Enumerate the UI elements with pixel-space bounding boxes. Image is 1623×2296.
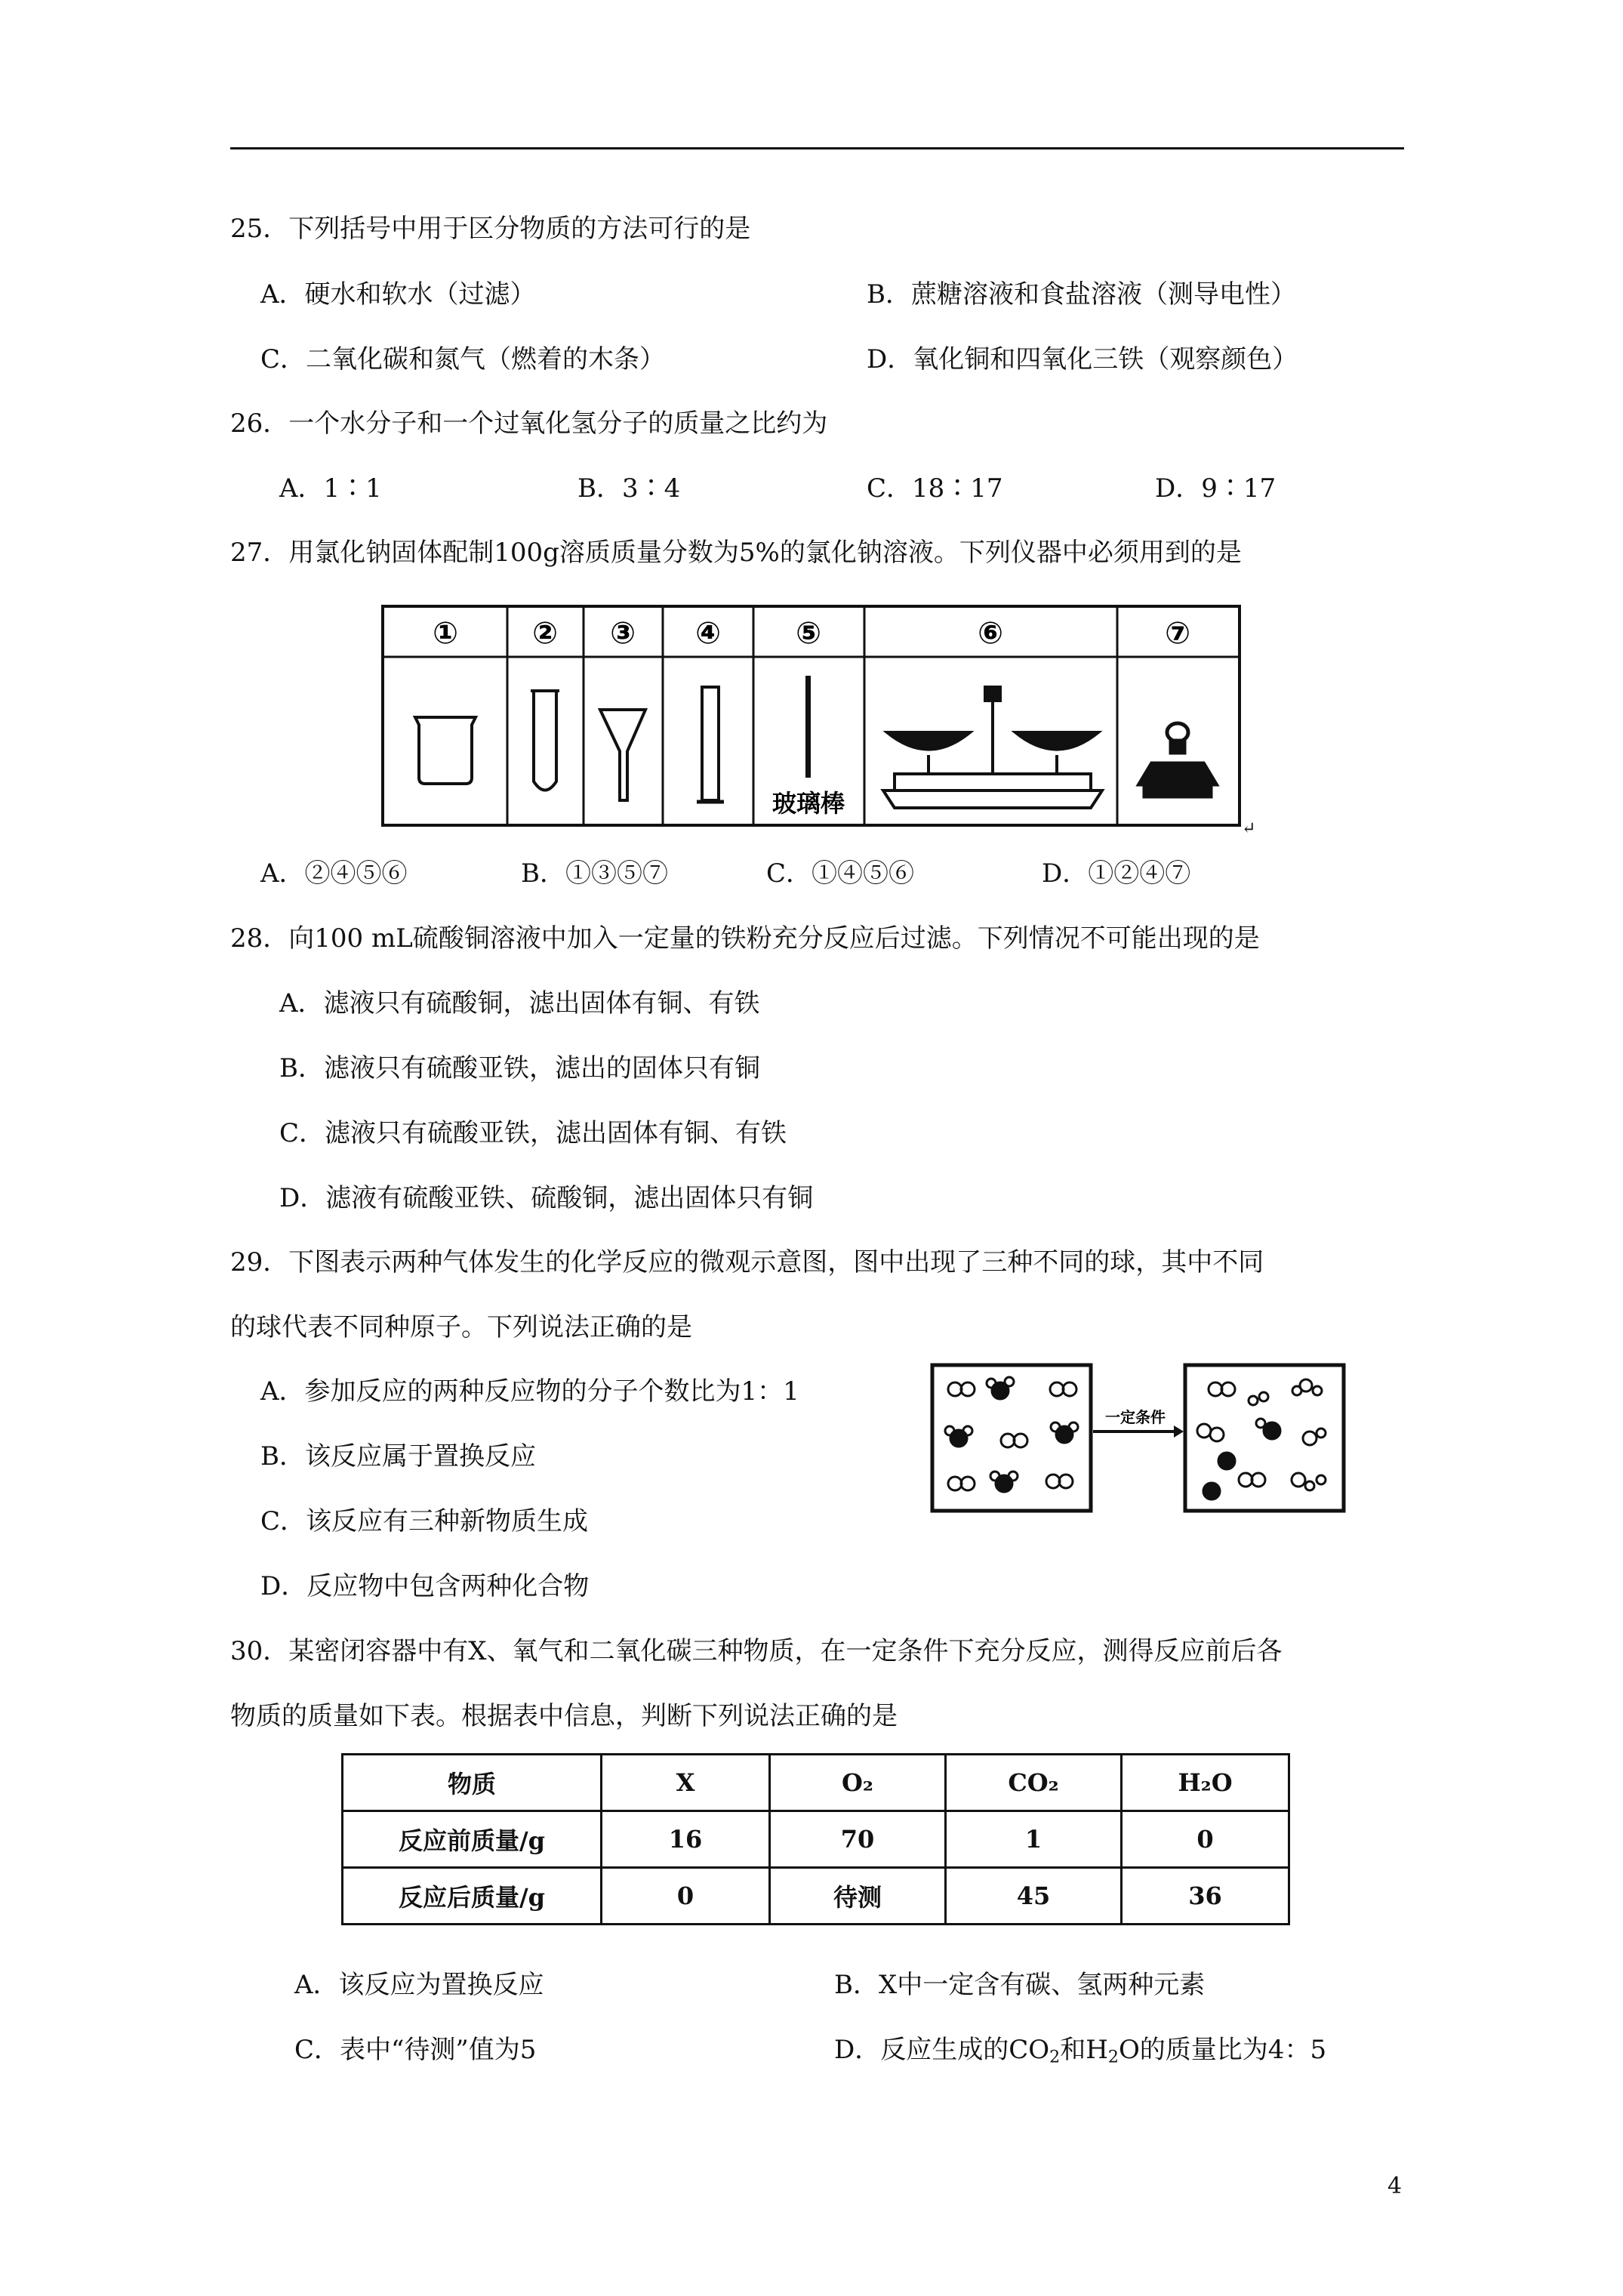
q29-stem-line1: 29．下图表示两种气体发生的化学反应的微观示意图，图中出现了三种不同的球，其中不同 [230, 1247, 1264, 1277]
q30-option-a: A．该反应为置换反应 [294, 1970, 544, 2000]
q30-option-c: C．表中“待测”值为5 [294, 2035, 537, 2065]
q26-stem: 26．一个水分子和一个过氧化氢分子的质量之比约为 [230, 408, 828, 439]
apparatus-figure [381, 604, 1272, 831]
q27-option-c: C．①④⑤⑥ [766, 858, 915, 889]
q28-option-d: D．滤液有硫酸亚铁、硫酸铜，滤出固体只有铜 [279, 1183, 814, 1213]
q28-option-a: A．滤液只有硫酸铜，滤出固体有铜、有铁 [279, 988, 760, 1019]
balance-icon [883, 687, 1102, 808]
q26-option-b: B．3∶4 [577, 473, 681, 504]
reaction-diagram [929, 1359, 1351, 1518]
q29-stem-line2: 的球代表不同种原子。下列说法正确的是 [230, 1312, 692, 1342]
q30-option-d: D．反应生成的$CO_2$和$H_2O$的质量比为4：5 [834, 2035, 1327, 2067]
q30-option-b: B．X中一定含有碳、氢两种元素 [834, 1970, 1206, 2000]
q28-option-b: B．滤液只有硫酸亚铁，滤出的固体只有铜 [279, 1053, 760, 1083]
table-header-cell: O₂ [770, 1755, 946, 1811]
beaker-icon [415, 717, 476, 784]
table-header-cell: CO₂ [946, 1755, 1122, 1811]
q25-option-b: B．蔗糖溶液和食盐溶液（测导电性） [867, 279, 1296, 310]
reaction-condition-label: 一定条件 [1105, 1408, 1166, 1426]
table-cell: 36 [1122, 1868, 1289, 1925]
apparatus-label-6: ⑥ [978, 616, 1003, 651]
reactant-molecules [945, 1377, 1078, 1492]
q29-option-a: A．参加反应的两种反应物的分子个数比为1：1 [260, 1376, 799, 1407]
q25-option-c: C．二氧化碳和氮气（燃着的木条） [260, 344, 666, 374]
q25-stem: 25．下列括号中用于区分物质的方法可行的是 [230, 214, 751, 244]
test-tube-icon [534, 691, 556, 791]
apparatus-label-7: ⑦ [1165, 616, 1190, 651]
apparatus-label-5: ⑤ [796, 616, 821, 651]
table-cell: 反应前质量/g [343, 1811, 602, 1868]
glass-rod-label: 玻璃棒 [771, 789, 845, 818]
graduated-cylinder-icon [702, 687, 719, 800]
table-row [343, 1811, 1289, 1868]
table-cell: 0 [1122, 1811, 1289, 1868]
q27-stem: 27．用氯化钠固体配制100g溶质质量分数为5%的氯化钠溶液。下列仪器中必须用到的是 [230, 538, 1242, 568]
table-header-cell: H₂O [1122, 1755, 1289, 1811]
table-cell: 45 [946, 1868, 1122, 1925]
q29-option-c: C．该反应有三种新物质生成 [260, 1506, 589, 1536]
table-cell: 16 [602, 1811, 770, 1868]
q26-option-c: C．18∶17 [867, 473, 1003, 504]
table-row [343, 1868, 1289, 1925]
header-rule [230, 147, 1404, 149]
q26-option-d: D．9∶17 [1155, 473, 1277, 504]
q30-stem-line1: 30．某密闭容器中有X、氧气和二氧化碳三种物质，在一定条件下充分反应，测得反应前后各 [230, 1636, 1283, 1666]
apparatus-label-1: ① [433, 616, 458, 651]
q30-stem-line2: 物质的质量如下表。根据表中信息，判断下列说法正确的是 [230, 1701, 898, 1731]
q29-option-b: B．该反应属于置换反应 [260, 1441, 536, 1472]
page-number: 4 [1387, 2173, 1403, 2199]
q25-option-a: A．硬水和软水（过滤） [260, 279, 536, 310]
table-header-row [343, 1755, 1289, 1811]
glass-rod-icon [805, 676, 811, 778]
return-mark: ↵ [1242, 819, 1256, 838]
mass-table [341, 1753, 1290, 1925]
table-cell: 0 [602, 1868, 770, 1925]
table-cell: 待测 [770, 1868, 946, 1925]
q29-option-d: D．反应物中包含两种化合物 [260, 1571, 590, 1601]
weights-icon [1138, 723, 1218, 797]
apparatus-label-2: ② [532, 616, 558, 651]
table-cell: 1 [946, 1811, 1122, 1868]
table-header-cell: X [602, 1755, 770, 1811]
q27-option-d: D．①②④⑦ [1042, 858, 1191, 889]
q27-option-a: A．②④⑤⑥ [260, 858, 408, 889]
q27-option-b: B．①③⑤⑦ [521, 858, 668, 889]
product-molecules [1197, 1379, 1326, 1499]
q28-option-c: C．滤液只有硫酸亚铁，滤出固体有铜、有铁 [279, 1118, 787, 1148]
table-cell: 反应后质量/g [343, 1868, 602, 1925]
q25-option-d: D．氧化铜和四氧化三铁（观察颜色） [867, 344, 1298, 374]
q28-stem: 28．向100 mL硫酸铜溶液中加入一定量的铁粉充分反应后过滤。下列情况不可能出现的是 [230, 923, 1260, 954]
q26-option-a: A．1∶1 [279, 473, 382, 504]
funnel-icon [600, 710, 645, 800]
apparatus-label-4: ④ [695, 616, 721, 651]
apparatus-label-3: ③ [610, 616, 636, 651]
table-cell: 70 [770, 1811, 946, 1868]
table-header-cell: 物质 [343, 1755, 602, 1811]
